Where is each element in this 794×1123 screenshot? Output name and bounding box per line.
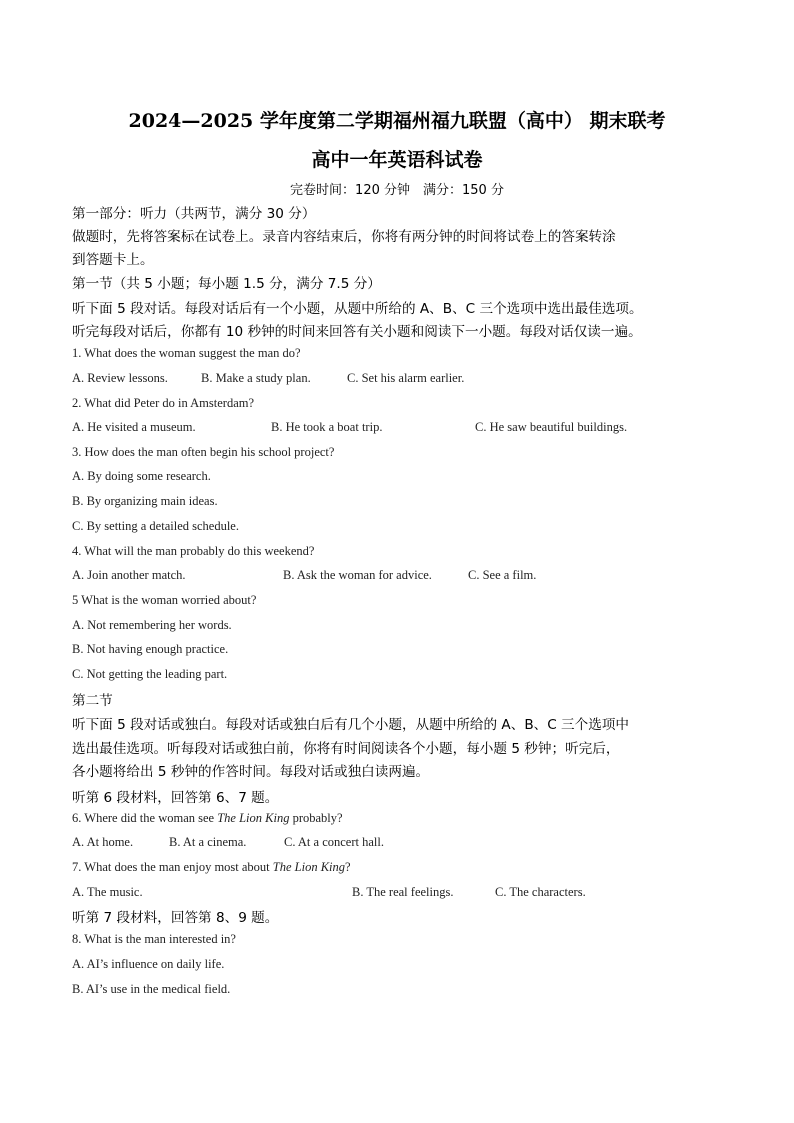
- q4-option-a: A. Join another match.: [72, 568, 186, 582]
- section2-heading: 第二节: [72, 693, 113, 709]
- q5-question: 5 What is the woman worried about?: [72, 593, 257, 607]
- section1-instr-line1: 听下面 5 段对话。每段对话后有一个小题，从题中所给的 A、B、C 三个选项中选出最佳选项。: [72, 301, 643, 317]
- q5-option-c: C. Not getting the leading part.: [72, 667, 228, 681]
- q6-option-a: A. At home.: [72, 835, 134, 849]
- exam-title: 2024—2025 学年度第二学期福州福九联盟（高中） 期末联考: [128, 110, 666, 132]
- q8-option-b: B. AI’s use in the medical field.: [72, 982, 231, 996]
- q1-option-a: A. Review lessons.: [72, 371, 168, 385]
- q5-option-a: A. Not remembering her words.: [72, 618, 232, 632]
- q7-question-title: The Lion King: [272, 860, 346, 874]
- q3-option-c: C. By setting a detailed schedule.: [72, 519, 239, 533]
- q8-question: 8. What is the man interested in?: [72, 932, 236, 946]
- section2-instr-line1: 听下面 5 段对话或独白。每段对话或独白后有几个小题，从题中所给的 A、B、C 三个选项中: [72, 717, 630, 733]
- q2-option-b: B. He took a boat trip.: [271, 420, 383, 434]
- q2-option-c: C. He saw beautiful buildings.: [475, 420, 628, 434]
- exam-meta: 完卷时间：120 分钟 满分：150 分: [290, 183, 504, 198]
- q6-question-post: probably?: [289, 811, 343, 825]
- q7-question-pre: 7. What does the man enjoy most about: [72, 860, 273, 874]
- q6-option-b: B. At a cinema.: [169, 835, 247, 849]
- part1-intro-line2: 到答题卡上。: [72, 252, 154, 268]
- material6-heading: 听第 6 段材料，回答第 6、7 题。: [72, 790, 279, 806]
- section1-instr-line2: 听完每段对话后，你都有 10 秒钟的时间来回答有关小题和阅读下一小题。每段对话仅读一遍。: [72, 324, 642, 340]
- section1-heading: 第一节（共 5 小题；每小题 1.5 分，满分 7.5 分）: [72, 276, 381, 292]
- part1-intro-line1: 做题时，先将答案标在试卷上。录音内容结束后，你将有两分钟的时间将试卷上的答案转涂: [72, 229, 616, 245]
- q6-option-c: C. At a concert hall.: [284, 835, 384, 849]
- q3-option-a: A. By doing some research.: [72, 469, 211, 483]
- q4-question: 4. What will the man probably do this weekend?: [72, 544, 315, 558]
- q1-option-c: C. Set his alarm earlier.: [347, 371, 465, 385]
- q7-question-post: ?: [345, 860, 351, 874]
- q3-question: 3. How does the man often begin his school project?: [72, 445, 335, 459]
- exam-subtitle: 高中一年英语科试卷: [311, 149, 483, 171]
- q1-question: 1. What does the woman suggest the man do?: [72, 346, 301, 360]
- q4-option-b: B. Ask the woman for advice.: [283, 568, 432, 582]
- q6-question-pre: 6. Where did the woman see: [72, 811, 218, 825]
- q1-option-b: B. Make a study plan.: [201, 371, 311, 385]
- material7-heading: 听第 7 段材料，回答第 8、9 题。: [72, 910, 279, 926]
- q3-option-b: B. By organizing main ideas.: [72, 494, 218, 508]
- section2-instr-line2: 选出最佳选项。听每段对话或独白前，你将有时间阅读各个小题，每小题 5 秒钟；听完后，: [72, 741, 620, 757]
- q4-option-c: C. See a film.: [468, 568, 537, 582]
- q2-question: 2. What did Peter do in Amsterdam?: [72, 396, 255, 410]
- q6-question: [72, 811, 343, 826]
- q5-option-b: B. Not having enough practice.: [72, 642, 229, 656]
- section2-instr-line3: 各小题将给出 5 秒钟的作答时间。每段对话或独白读两遍。: [72, 764, 430, 780]
- q8-option-a: A. AI’s influence on daily life.: [72, 957, 225, 971]
- q7-option-b: B. The real feelings.: [352, 885, 454, 899]
- part1-heading: 第一部分：听力（共两节，满分 30 分）: [72, 206, 316, 222]
- q7-question: [72, 860, 351, 875]
- q6-question-title: The Lion King: [217, 811, 290, 825]
- q7-option-c: C. The characters.: [495, 885, 586, 899]
- q2-option-a: A. He visited a museum.: [72, 420, 196, 434]
- q7-option-a: A. The music.: [72, 885, 143, 899]
